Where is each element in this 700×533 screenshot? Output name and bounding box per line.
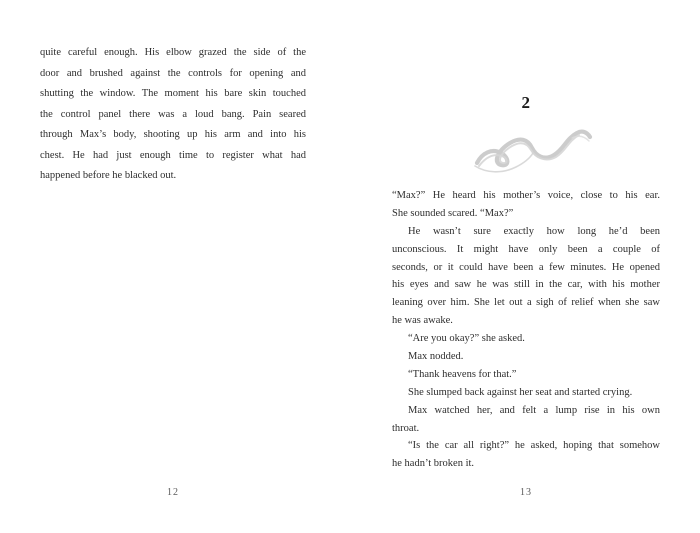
text-line: “Is the car all right?” he asked, hoping that somehow xyxy=(408,440,660,452)
text-line: throat. xyxy=(392,422,420,434)
text-line: unconscious. It might have only been a couple of xyxy=(392,243,660,255)
text-line: the control panel there was a loud bang. Pain seared xyxy=(40,108,306,120)
text-line: “Thank heavens for that.” xyxy=(408,368,517,380)
text-line: happened before he blacked out. xyxy=(40,170,177,181)
text-line: She slumped back against her seat and started crying. xyxy=(408,386,633,398)
text-line: quite careful enough. His elbow grazed the side of the xyxy=(40,47,306,58)
text-line: his eyes and saw he was still in the car, with his mother xyxy=(392,279,660,291)
left-page-text xyxy=(40,43,306,187)
text-line: He wasn’t sure exactly how long he’d been xyxy=(408,225,660,237)
text-line: door and brushed against the controls for opening and xyxy=(40,67,306,79)
text-line: seconds, or it could have been a few minutes. He opened xyxy=(392,261,660,273)
right-page-number: 13 xyxy=(520,487,532,498)
left-page-number: 12 xyxy=(167,487,179,498)
text-line: leaning over him. She let out a sigh of relief when she saw xyxy=(392,297,660,309)
text-line: “Are you okay?” she asked. xyxy=(408,333,525,345)
text-line: “Max?” He heard his mother’s voice, close to his ear. xyxy=(392,190,660,201)
text-line: he hadn’t broken it. xyxy=(392,458,475,470)
text-line: Max nodded. xyxy=(408,351,464,363)
text-line: through Max’s body, shooting up his arm and into his xyxy=(40,129,306,140)
chapter-number: 2 xyxy=(521,93,531,112)
right-page-text xyxy=(392,187,660,473)
smoke-swirl-icon xyxy=(472,122,598,176)
text-line: Max watched her, and felt a lump rise in his own xyxy=(408,404,660,416)
text-line: shutting the window. The moment his bare skin touched xyxy=(40,88,306,99)
text-line: he was awake. xyxy=(392,315,453,327)
text-line: She sounded scared. “Max?” xyxy=(392,207,514,219)
text-line: chest. He had just enough time to register what had xyxy=(40,149,306,161)
